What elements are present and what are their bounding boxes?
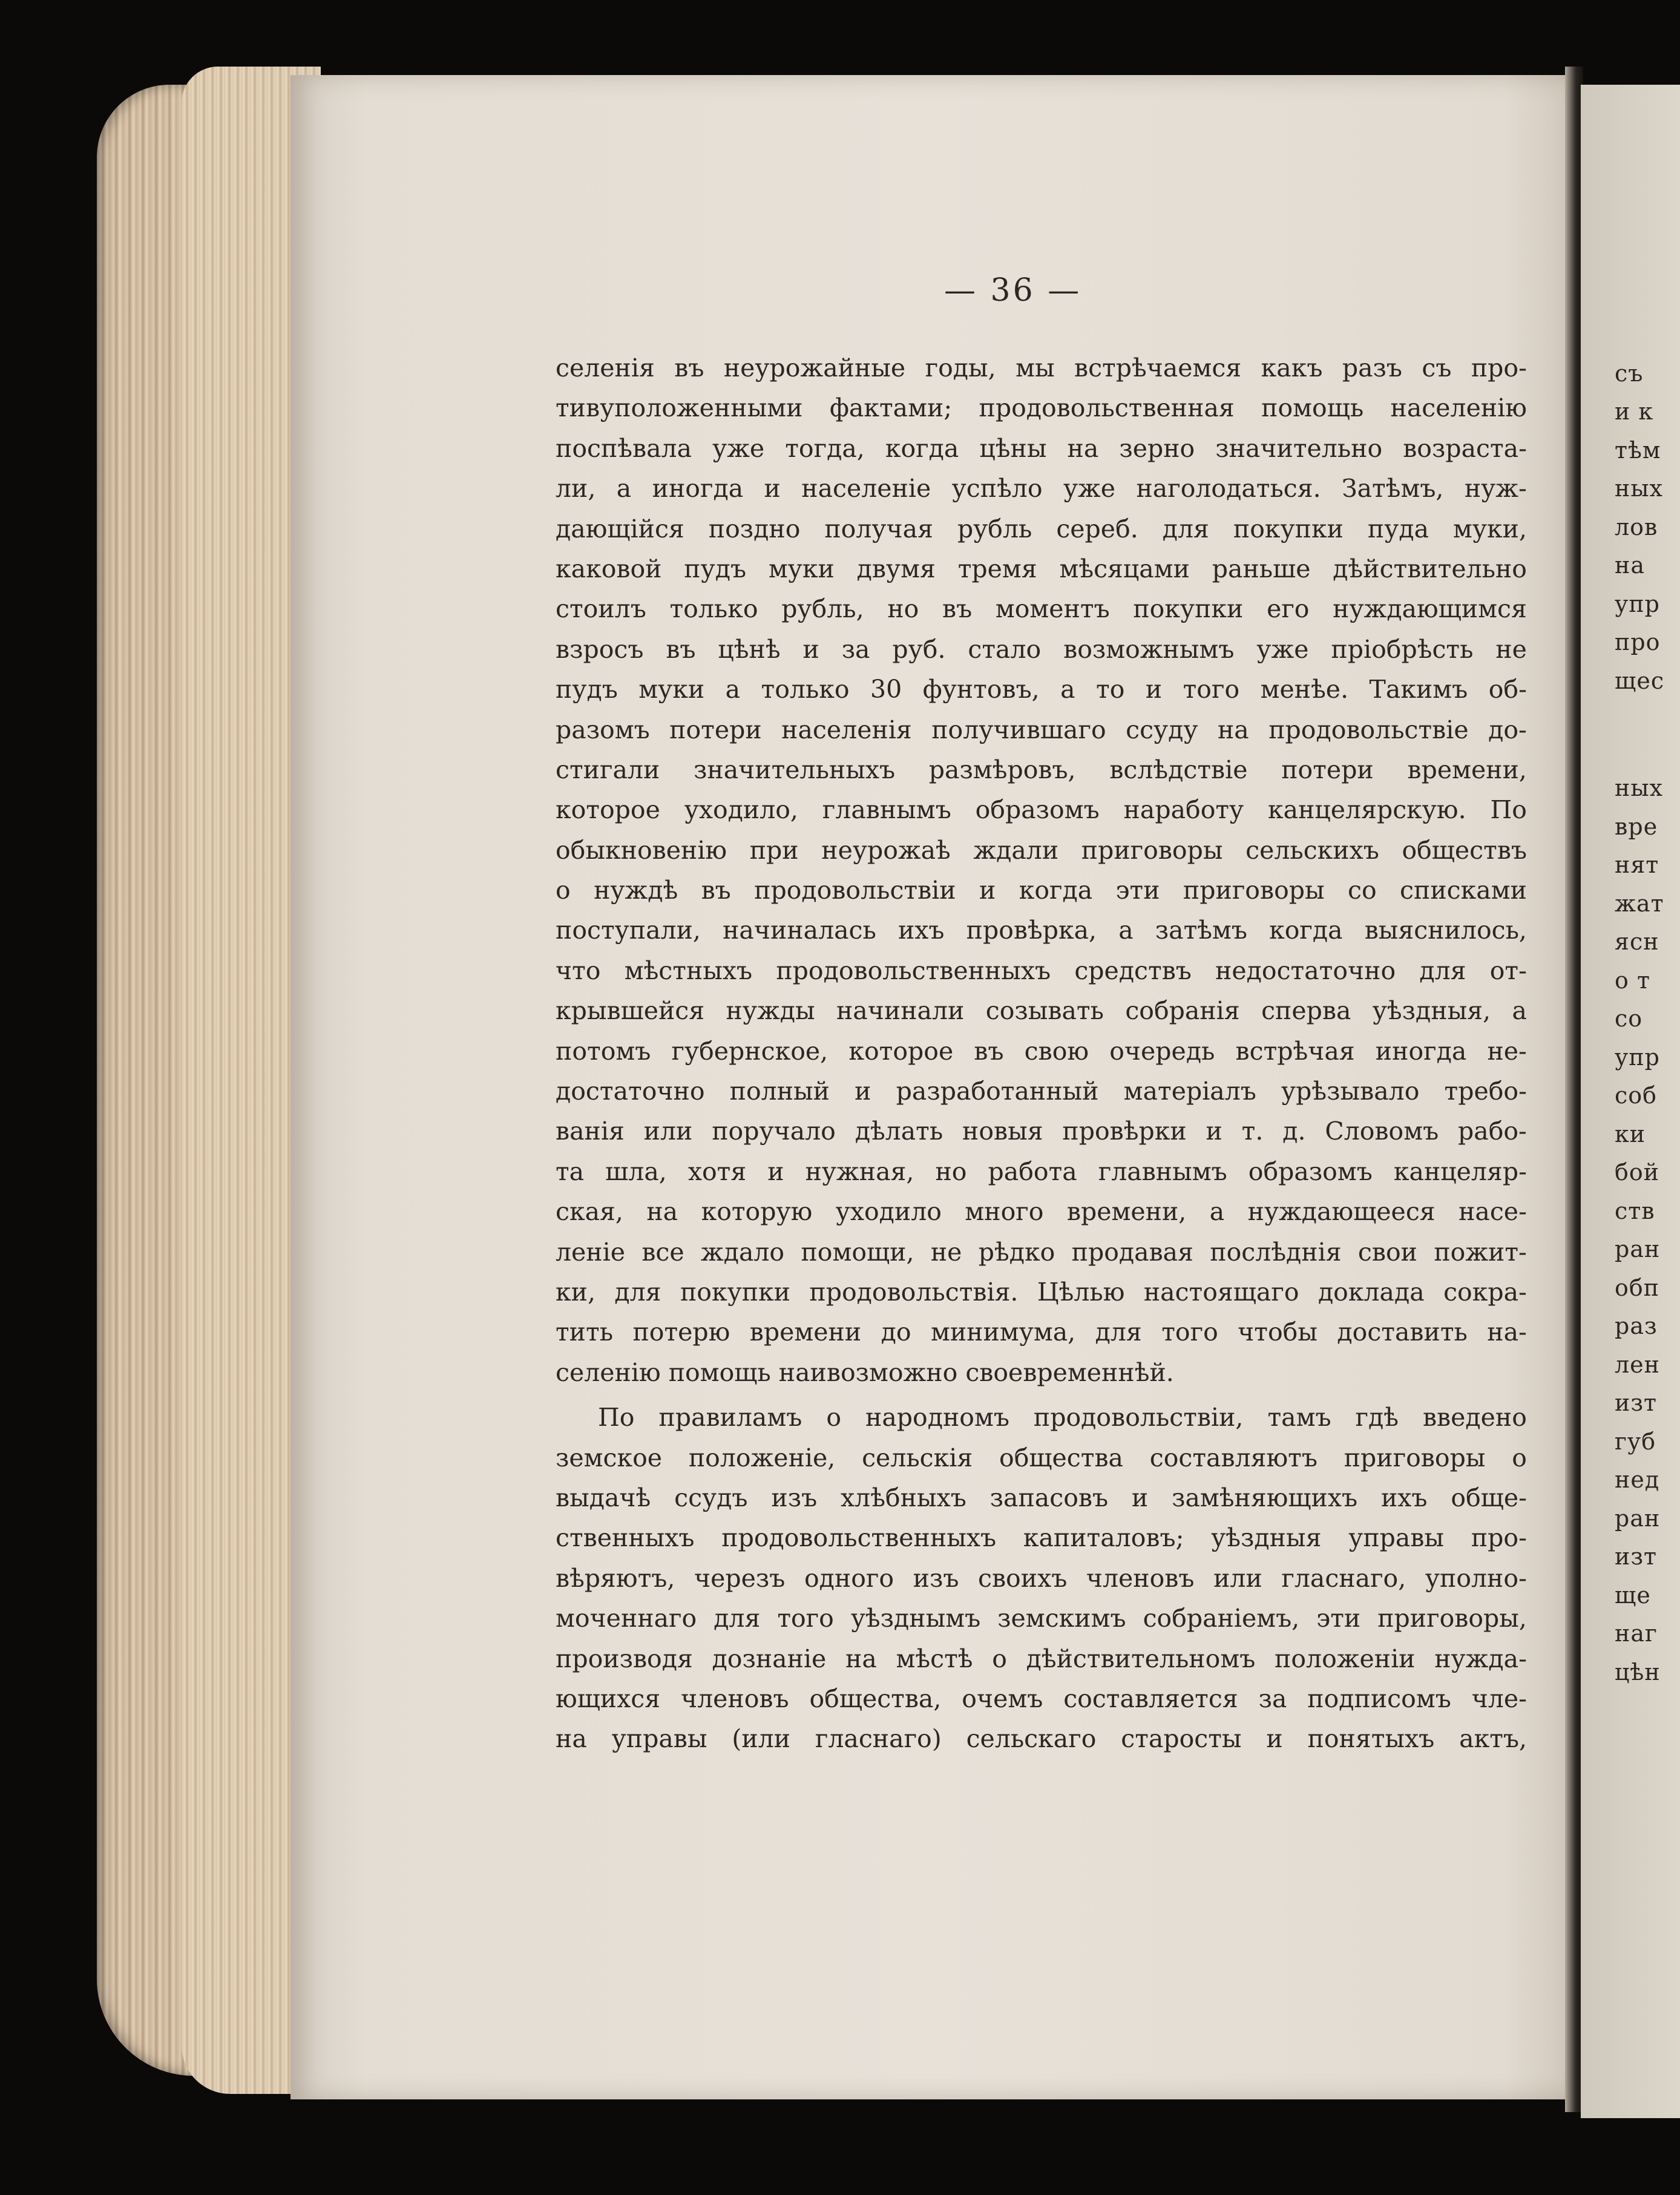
next-page-fragment: ки [1615, 1120, 1646, 1147]
text-line: производя дознаніе на мѣстѣ о дѣйствительномъ положеніи нужда- [556, 1644, 1527, 1673]
next-page-fragment: на [1615, 552, 1645, 579]
text-line: тивуположенными фактами; продовольственная помощь населенію [556, 393, 1527, 423]
next-page-fragment: изт [1615, 1390, 1658, 1416]
next-page-fragment: раз [1615, 1313, 1658, 1339]
next-page-fragment: ще [1615, 1581, 1651, 1609]
next-page-fragment: про [1615, 629, 1661, 655]
next-page-fragment: лен [1615, 1351, 1660, 1378]
next-page-fragment: нят [1615, 851, 1659, 878]
text-line: ванія или поручало дѣлать новыя провѣрки и т. д. Словомъ рабо- [556, 1117, 1527, 1146]
text-line: леніе все ждало помощи, не рѣдко продавая послѣднія свои пожит- [556, 1237, 1527, 1267]
text-line: поспѣвала уже тогда, когда цѣны на зерно значительно возраста- [556, 433, 1527, 463]
text-line: которое уходило, главнымъ образомъ наработу канцелярскую. По [556, 795, 1527, 825]
next-page-fragment: ран [1615, 1504, 1661, 1532]
text-line: ки, для покупки продовольствія. Цѣлью настоящаго доклада сокра- [556, 1277, 1527, 1307]
next-page-fragment: ясн [1615, 928, 1659, 955]
text-line: селенію помощь наивозможно своевременнѣй. [556, 1357, 1174, 1387]
next-page-fragment: ств [1615, 1197, 1655, 1224]
text-line: достаточно полный и разработанный матеріалъ урѣзывало требо- [556, 1077, 1527, 1106]
next-page-fragment: наг [1615, 1620, 1658, 1647]
text-line: ли, а иногда и населеніе успѣло уже наголодаться. Затѣмъ, нуж- [556, 474, 1527, 504]
next-page-fragment: ных [1615, 775, 1664, 801]
text-line: на управы (или гласнаго) сельскаго старосты и понятыхъ актъ, [556, 1724, 1527, 1754]
text-line: земское положеніе, сельскія общества составляютъ приговоры о [556, 1443, 1527, 1472]
text-line: разомъ потери населенія получившаго ссуду на продовольствіе до- [556, 715, 1527, 744]
next-page-fragment: бой [1615, 1159, 1660, 1186]
text-line: обыкновенію при неурожаѣ ждали приговоры сельскихъ обществъ [556, 835, 1527, 865]
text-line: выдачѣ ссудъ изъ хлѣбныхъ запасовъ и замѣняющихъ ихъ обще- [556, 1483, 1527, 1512]
text-line: поступали, начиналась ихъ провѣрка, а затѣмъ когда выяснилось, [556, 916, 1527, 945]
text-line: тить потерю времени до минимума, для того чтобы доставить на- [556, 1317, 1527, 1347]
next-page-fragment: упр [1615, 1043, 1661, 1071]
text-line: моченнаго для того уѣзднымъ земскимъ собраніемъ, эти приговоры, [556, 1604, 1527, 1633]
text-line: крывшейся нужды начинали созывать собранія сперва уѣздныя, а [556, 996, 1527, 1026]
text-line: селенія въ неурожайные годы, мы встрѣчаемся какъ разъ съ про- [556, 353, 1527, 382]
text-line: стоилъ только рубль, но въ моментъ покупки его нуждающимся [556, 594, 1527, 624]
text-line: потомъ губернское, которое въ свою очередь встрѣчая иногда не- [556, 1036, 1527, 1066]
text-line: ющихся членовъ общества, очемъ составляется за подписомъ чле- [556, 1684, 1527, 1713]
next-page-fragment: со [1615, 1005, 1643, 1032]
next-page-fragment: нед [1615, 1466, 1660, 1493]
text-line: пудъ муки а только 30 фунтовъ, а то и того менѣе. Такимъ об- [556, 675, 1527, 704]
text-line: вѣряютъ, черезъ одного изъ своихъ членовъ или гласнаго, уполно- [556, 1563, 1527, 1593]
next-page-fragment: щес [1615, 668, 1665, 694]
next-page-fragment: и к [1615, 398, 1654, 425]
next-page-fragment: соб [1615, 1082, 1658, 1109]
next-page-fragment: упр [1615, 591, 1661, 617]
text-line: ственныхъ продовольственныхъ капиталовъ; уѣздныя управы про- [556, 1523, 1527, 1553]
next-page-fragment: лов [1615, 514, 1658, 540]
text-line: та шла, хотя и нужная, но работа главнымъ образомъ канцеляр- [556, 1157, 1527, 1186]
next-page-fragment: жат [1615, 890, 1664, 917]
text-line: о нуждѣ въ продовольствіи и когда эти приговоры со списками [556, 876, 1527, 905]
text-line: взросъ въ цѣнѣ и за руб. стало возможнымъ уже пріобрѣсть не [556, 634, 1527, 664]
text-line: стигали значительныхъ размѣровъ, вслѣдствіе потери времени, [556, 755, 1527, 784]
next-page-fragment: съ [1615, 360, 1644, 387]
next-page-fragment: ных [1615, 475, 1664, 502]
next-page-fragment: обп [1615, 1274, 1660, 1301]
next-page-fragment: вре [1615, 813, 1658, 840]
text-line: каковой пудъ муки двумя тремя мѣсяцами раньше дѣйствительно [556, 554, 1527, 583]
body-text [556, 348, 1527, 1759]
text-line: дающійся поздно получая рубль сереб. для покупки пуда муки, [556, 514, 1527, 543]
next-page-fragment: тѣм [1615, 437, 1661, 464]
next-page-fragment: губ [1615, 1428, 1656, 1455]
text-line: По правиламъ о народномъ продовольствіи, тамъ гдѣ введено [598, 1403, 1527, 1432]
next-page-fragment: цѣн [1615, 1658, 1661, 1685]
next-page-fragment: изт [1615, 1543, 1658, 1570]
next-page-fragment: о т [1615, 966, 1650, 994]
next-page-edge [1581, 85, 1680, 2118]
next-page-fragment: ран [1615, 1236, 1661, 1262]
page-number: — 36 — [944, 272, 1082, 309]
text-line: что мѣстныхъ продовольственныхъ средствъ недостаточно для от- [556, 956, 1527, 985]
text-line: ская, на которую уходило много времени, а нуждающееся насе- [556, 1197, 1527, 1227]
